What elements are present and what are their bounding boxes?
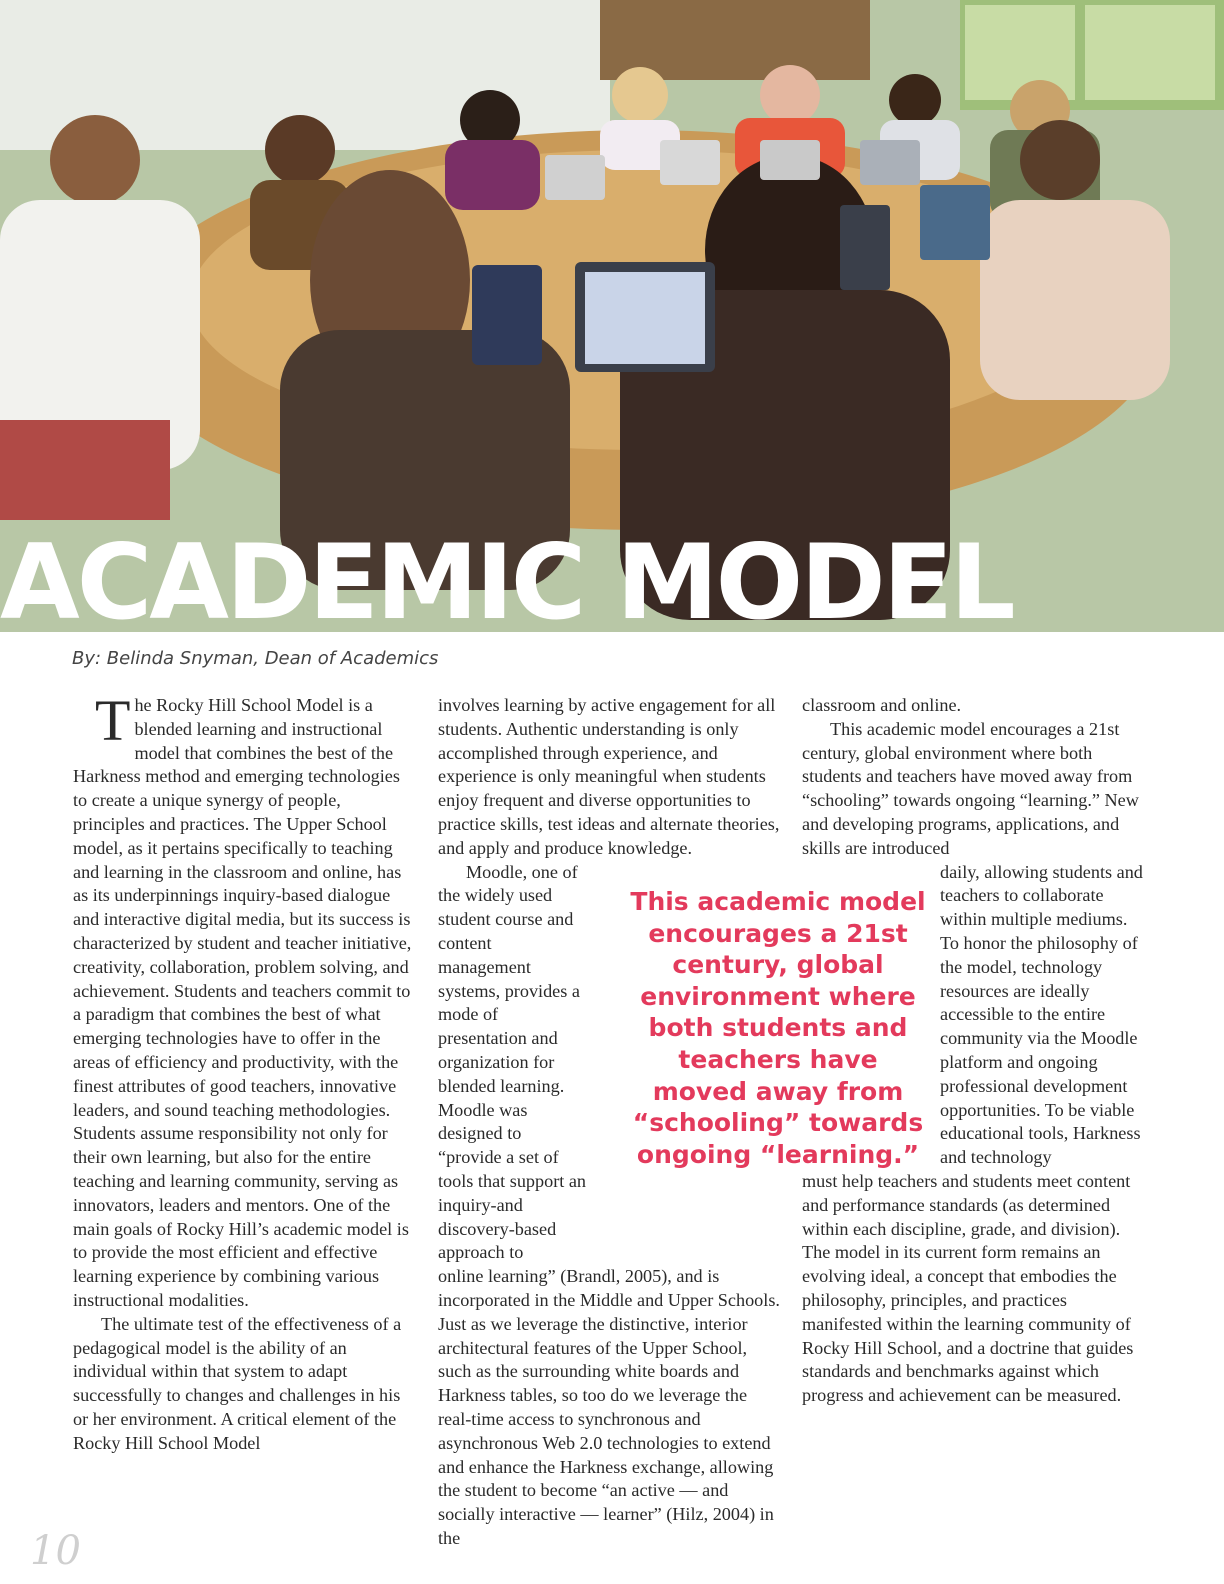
paragraph: involves learning by active engagement for all students. Authentic understanding is only accomplished through experience, and experience is only meaningful when students enjoy frequent and diverse opportunities to practice skills, test ideas and alternate theories, and apply and produce knowledge. bbox=[438, 695, 780, 858]
pull-quote: This academic model encourages a 21st century, global environment where both students and teachers have moved away from “schooling” towards ongoing “learning.” bbox=[630, 887, 926, 1169]
page-title: ACADEMIC MODEL bbox=[0, 528, 1013, 638]
paragraph: classroom and online. bbox=[802, 695, 962, 715]
paragraph: The ultimate test of the effectiveness of a pedagogical model is the ability of an individual within that system to adapt successfully to changes and challenges in his or her environment. A critical element of the Rocky Hill School Model bbox=[73, 1313, 402, 1453]
page-number: 10 bbox=[30, 1528, 81, 1574]
paragraph-continued: daily, allowing students and teachers to collaborate within multiple mediums. To honor the philosophy of the model, technology resources are ideally accessible to the entire community via the Moodle platform and ongoing professional development opportunities. To be viable educational tools, Harkness and technology bbox=[940, 861, 1143, 1168]
byline: By: Belinda Snyman, Dean of Academics bbox=[72, 648, 439, 669]
drop-cap: T bbox=[95, 688, 131, 753]
paragraph-continued: must help teachers and students meet content and performance standards (as determined within each discipline, grade, and division). The model in its current form remains an evolving ideal, a concept that embodies the philosophy, principles, and practices manifested within the learning community of Rocky Hill School, and a doctrine that guides standards and benchmarks against which progress and achievement can be measured. bbox=[802, 1170, 1134, 1406]
paragraph-continued: online learning” (Brandl, 2005), and is incorporated in the Middle and Upper Schools. Just as we leverage the distinctive, interior architectural features of the Upper School, such as the surrounding white boards and Harkness tables, so too do we leverage the real-time access to synchronous and asynchronous Web 2.0 technologies to extend and enhance the Harkness exchange, allowing the student to become “an active — and socially interactive — learner” (Hilz, 2004) in the bbox=[438, 1266, 780, 1548]
article-column-1 bbox=[73, 688, 417, 1456]
paragraph: This academic model encourages a 21st century, global environment where both students and teachers have moved away from “schooling” towards ongoing “learning.” New and developing programs, applications, and skills are introduced bbox=[802, 718, 1139, 858]
paragraph: Moodle, one of the widely used student course and content management systems, provides a mode of presentation and organization for blended learning. Moodle was designed to “provide a set of tools that support an inquiry-and discovery-based approach to bbox=[438, 861, 587, 1263]
paragraph bbox=[73, 688, 417, 1313]
paragraph-text: he Rocky Hill School Model is a blended learning and instructional model that combines the best of the Harkness method and emerging technologies to create a unique synergy of people, principles and practices. The Upper School model, as it pertains specifically to teaching and learning in the classroom and online, has as its underpinnings inquiry-based dialogue and interactive digital media, but its success is characterized by student and teacher initiative, creativity, collaboration, problem solving, and achievement. Students and teachers commit to a paradigm that combines the best of what emerging technologies have to offer in the areas of efficiency and productivity, with the finest attributes of good teachers, innovative leaders, and sound teaching methodologies. Students assume responsibility not only for their own learning, but also for the entire teaching and learning community, serving as innovators, leaders and mentors. One of the main goals of Rocky Hill’s academic model is to provide the most efficient and effective learning experience by combining various instructional modalities. bbox=[73, 695, 412, 1310]
